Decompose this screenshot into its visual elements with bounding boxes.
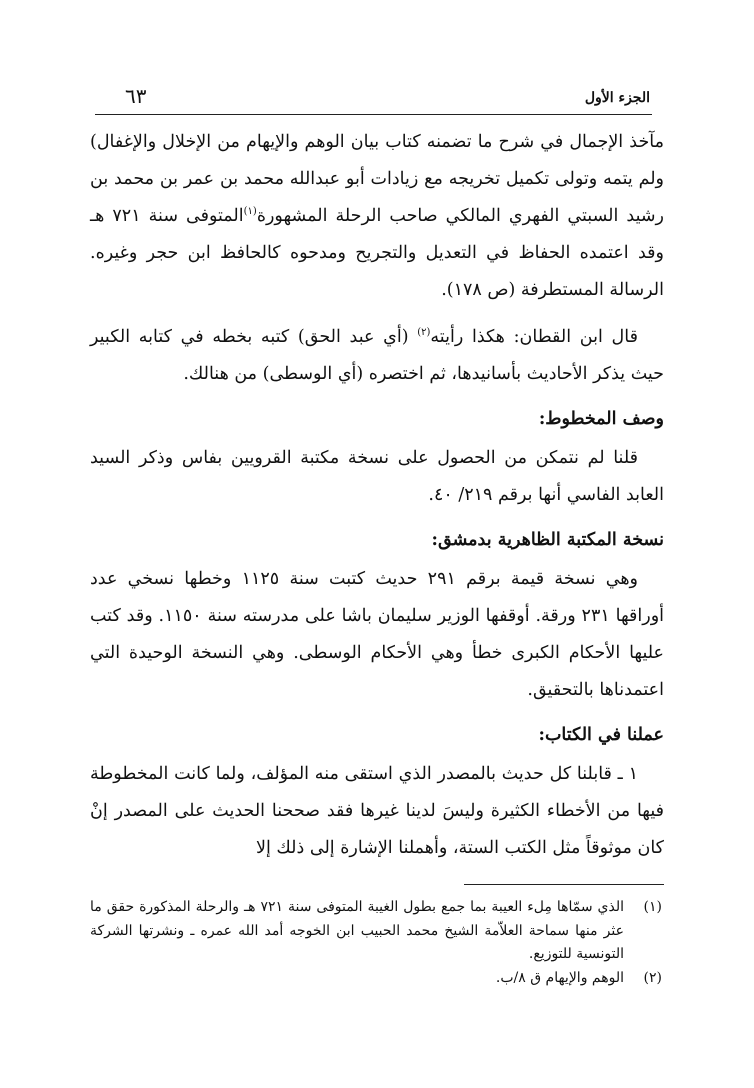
- paragraph-4: وهي نسخة قيمة برقم ٢٩١ حديث كتبت سنة ١١٢٥ وخطها نسخي عدد أوراقها ٢٣١ ورقة. أوقفها الوزير سليمان باشا على مدرسته سنة ١١٥٠. وقد كتب عليها الأحكام الكبرى خطأ وهي الأحكام الوسطى. وهي النسخة الوحيدة التي اعتمدناها بالتحقيق.: [90, 569, 665, 700]
- footnote-1-text: الذي سمّاها مِلء العيبة بما جمع بطول الغيبة المتوفى سنة ٧٢١ هـ والرحلة المذكورة حقق ما عثر منها سماحة العلاّمة الشيخ محمد الحبيب ابن الخوجه أمد الله عمره ـ ونشرتها الشركة التونسية للتوزيع.: [90, 899, 624, 962]
- page-number: ٦٣: [125, 84, 147, 108]
- paragraph-1-text: مآخذ الإجمال في شرح ما تضمنه كتاب بيان الوهم والإيهام من الإخلال والإغفال) ولم يتمه وتولى تكميل تخريجه مع زيادات أبو عبدالله محمد بن عمر بن محمد بن رشيد السبتي الفهري المالكي صاحب الرحلة المشهورة: [90, 132, 664, 226]
- footnotes: [90, 896, 664, 990]
- heading-manuscript-description: وصف المخطوط:: [538, 409, 664, 429]
- footnote-ref-1: (١): [243, 206, 257, 218]
- footnote-divider: [464, 884, 664, 885]
- footnote-ref-2: (٢): [417, 327, 431, 339]
- page-header: [95, 78, 652, 115]
- footnote-2-text: الوهم والإيهام ق ٨/ب.: [495, 969, 624, 986]
- heading-zahiriyya-copy: نسخة المكتبة الظاهرية بدمشق:: [431, 530, 664, 550]
- paragraph-3: قلنا لم نتمكن من الحصول على نسخة مكتبة القرويين بفاس وذكر السيد العابد الفاسي أنها برقم ٢١٩/ ٤٠.: [90, 448, 664, 505]
- paragraph-1: [90, 124, 664, 309]
- paragraph-1-continuation: المتوفى سنة ٧٢١ هـ وقد اعتمده الحفاظ في التعديل والتجريح ومدحوه كالحافظ ابن حجر وغيره. الرسالة المستطرفة (ص ١٧٨).: [90, 206, 664, 300]
- footnote-2: [90, 967, 664, 991]
- main-text: [90, 124, 664, 867]
- paragraph-2-text: قال ابن القطان: هكذا رأيته: [430, 327, 638, 347]
- footnote-2-number: (٢): [643, 969, 662, 986]
- paragraph-2-continuation: (أي عبد الحق) كتبه بخطه في كتابه الكبير حيث يذكر الأحاديث بأسانيدها، ثم اختصره (أي الوسطى) من هنالك.: [90, 327, 664, 384]
- footnote-1: [90, 896, 664, 967]
- heading-our-work: عملنا في الكتاب:: [538, 725, 664, 745]
- running-head: الجزء الأول: [584, 90, 650, 106]
- paragraph-5: ١ ـ قابلنا كل حديث بالمصدر الذي استقى منه المؤلف، ولما كانت المخطوطة فيها من الأخطاء الكثيرة وليسَ لدينا غيرها فقد صححنا الحديث على المصدر إنْ كان موثوقاً مثل الكتب الستة، وأهملنا الإشارة إلى ذلك إلا: [90, 764, 664, 858]
- paragraph-2: [90, 319, 664, 393]
- footnote-1-number: (١): [643, 899, 662, 915]
